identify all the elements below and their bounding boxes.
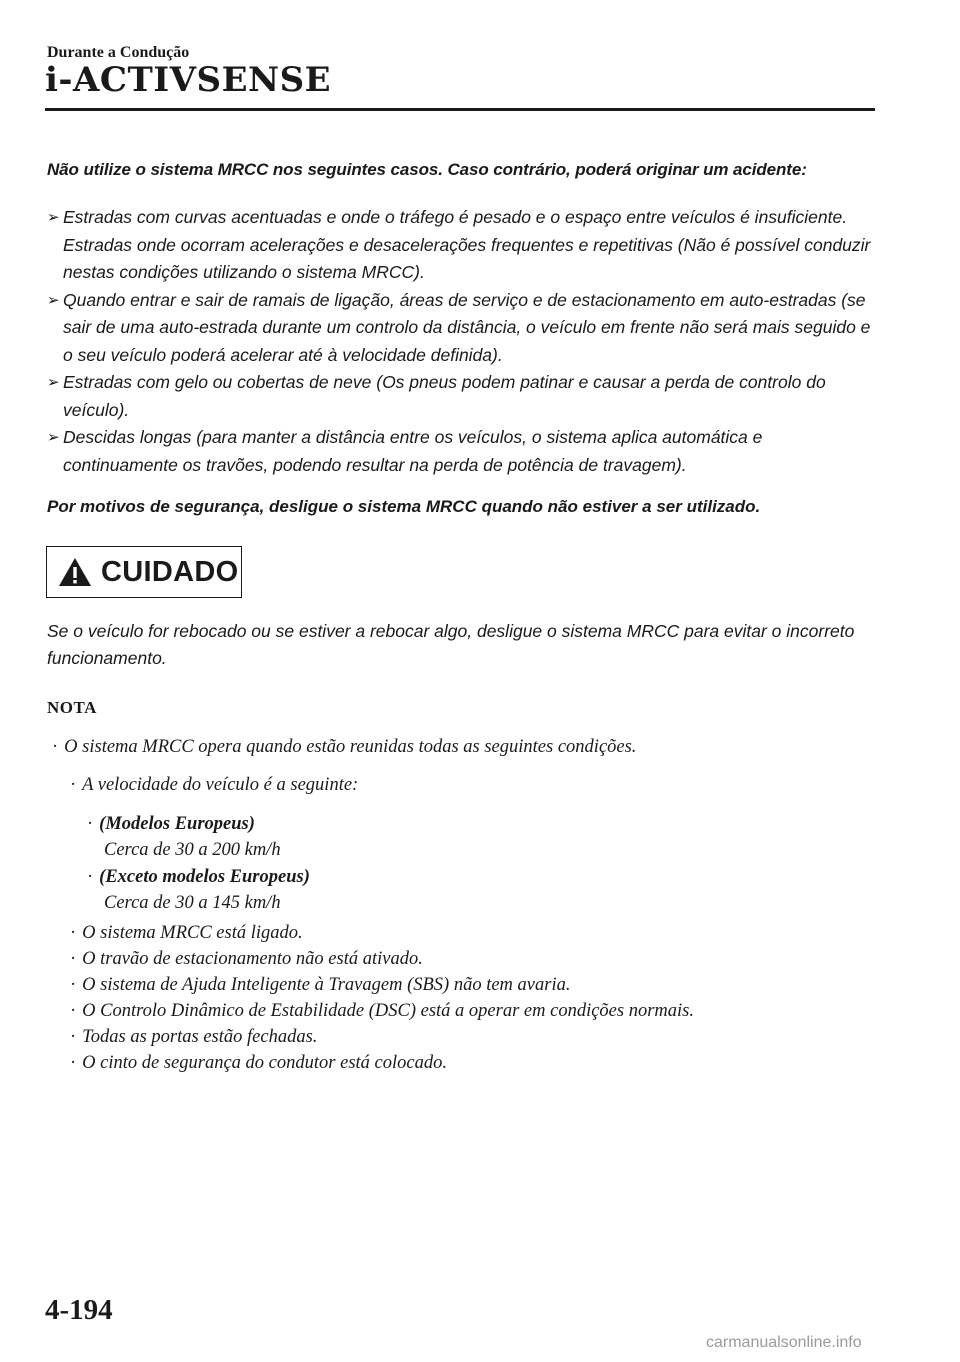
arrow-bullet-icon: ➢ bbox=[47, 373, 60, 391]
warning-list bbox=[47, 204, 877, 479]
chapter-title: i-ACTIVSENSE bbox=[45, 60, 332, 100]
nota-condition: · O travão de estacionamento não está ativado. bbox=[70, 949, 423, 969]
page-number: 4-194 bbox=[45, 1294, 113, 1326]
arrow-bullet-icon: ➢ bbox=[47, 428, 60, 446]
warning-triangle-icon bbox=[57, 556, 93, 588]
caution-text: Se o veículo for rebocado ou se estiver a rebocar algo, desligue o sistema MRCC para evitar o incorreto funcionamento. bbox=[47, 621, 855, 668]
nota-condition: · O Controlo Dinâmico de Estabilidade (DSC) está a operar em condições normais. bbox=[70, 1001, 694, 1021]
safety-note: Por motivos de segurança, desligue o sistema MRCC quando não estiver a ser utilizado. bbox=[47, 497, 761, 516]
nota-euro-value: Cerca de 30 a 200 km/h bbox=[104, 840, 281, 860]
nota-condition: · Todas as portas estão fechadas. bbox=[70, 1027, 318, 1047]
nota-speed-intro: · A velocidade do veículo é a seguinte: bbox=[70, 775, 359, 795]
header-rule bbox=[45, 108, 875, 111]
nota-label: NOTA bbox=[47, 698, 97, 717]
nota-intro: · O sistema MRCC opera quando estão reunidas todas as seguintes condições. bbox=[52, 737, 637, 757]
arrow-bullet-icon: ➢ bbox=[47, 290, 60, 309]
nota-condition: · O sistema de Ajuda Inteligente à Travagem (SBS) não tem avaria. bbox=[70, 975, 571, 995]
caution-label: CUIDADO bbox=[101, 555, 239, 588]
nota-condition: · O cinto de segurança do condutor está colocado. bbox=[70, 1053, 447, 1073]
warning-item: ➢ Descidas longas (para manter a distância entre os veículos, o sistema aplica automática e continuamente os travões, podendo resultar na perda de potência de travagem). bbox=[47, 424, 877, 479]
section-label: Durante a Condução bbox=[47, 44, 190, 61]
nota-euro-label: · (Modelos Europeus) bbox=[87, 814, 255, 834]
warning-heading: Não utilize o sistema MRCC nos seguintes casos. Caso contrário, poderá originar um acidente: bbox=[47, 160, 807, 179]
caution-box bbox=[46, 546, 242, 598]
warning-item: ➢ Quando entrar e sair de ramais de ligação, áreas de serviço e de estacionamento em auto-estradas (se sair de uma auto-estrada durante um controlo da distância, o veículo em frente não será mais seguido e o seu veículo poderá acelerar até à velocidade definida). bbox=[47, 287, 877, 370]
arrow-bullet-icon: ➢ bbox=[47, 208, 60, 226]
warning-item: ➢ Estradas com gelo ou cobertas de neve (Os pneus podem patinar e causar a perda de controlo do veículo). bbox=[47, 369, 877, 424]
nota-non-euro-value: Cerca de 30 a 145 km/h bbox=[104, 893, 281, 913]
warning-item: ➢ Estradas com curvas acentuadas e onde o tráfego é pesado e o espaço entre veículos é insuficiente. Estradas onde ocorram acelerações e desacelerações frequentes e repetitivas (Não é possível conduzir nestas condições utilizando o sistema MRCC). bbox=[47, 204, 877, 287]
nota-condition: · O sistema MRCC está ligado. bbox=[70, 923, 303, 943]
watermark: carmanualsonline.info bbox=[706, 1334, 862, 1351]
nota-non-euro-label: · (Exceto modelos Europeus) bbox=[87, 867, 310, 887]
